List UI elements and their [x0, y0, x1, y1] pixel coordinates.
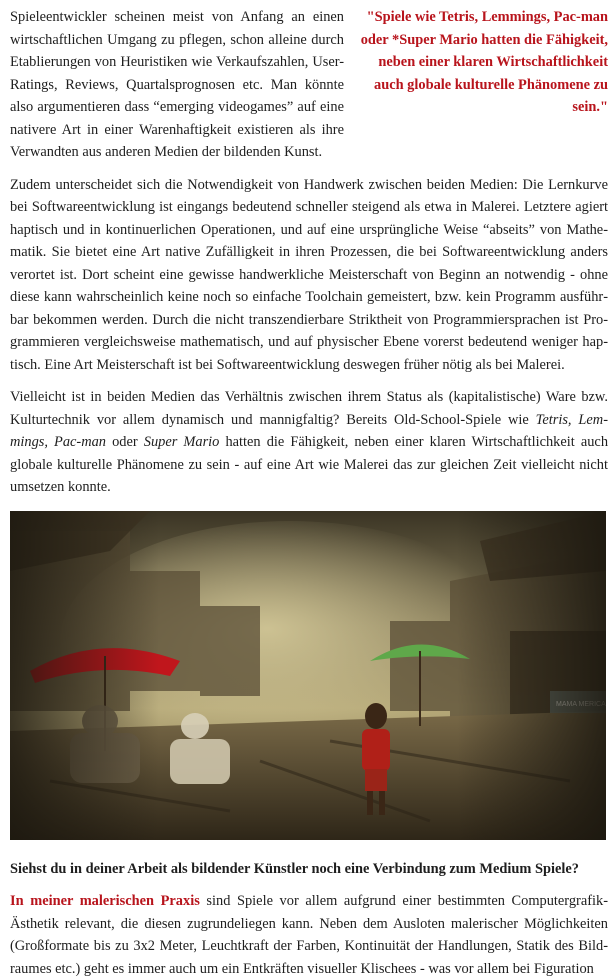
- article-body: [10, 6, 608, 980]
- paragraph-3-text-c: hatten die Fähigkeit, neben einer klaren Wirtschaftlichkeit auch globale kulturelle Phänomene zu sein - auf eine Art wie Malerei das zur gleichen Zeit vielleicht nicht umsetzen konnte.: [10, 434, 609, 495]
- painting-illustration: [10, 511, 606, 840]
- paragraph-3-text-b: oder: [106, 434, 144, 450]
- painting-practice-link[interactable]: In meiner malerischen Praxis: [10, 893, 200, 909]
- painting-image: [10, 511, 606, 840]
- paragraph-3-text-a: Vielleicht ist in beiden Medien das Verhältnis zwischen ihrem Status als (kapitalistische) Ware bzw. Kulturtechnik vor allem dynamisch und mannigfaltig? Bereits Old-School-Spiele wie: [10, 389, 608, 428]
- paragraph-4-text: sind Spiele vor allem aufgrund einer bestimmten Computergrafik-Ästhetik relevant, die diesen zugrundeliegen kann. Neben dem Ausloten malerischer Möglichkeiten (Großformate bis zu 3x2 Meter, Leuchtkraft der Farben, Kontinuität der Handlungen, Statik des Bildraumes etc.) geht es immer auch um ein Entkräften visueller Klischees - was vor allem bei Figuration: [10, 893, 608, 977]
- paragraph-3: [10, 386, 608, 499]
- pull-quote: "Spiele wie Tetris, Lemmings, Pac-man oder *Super Mario hatten die Fähigkeit, neben einer klaren Wirtschaftlichkeit auch globale kulturelle Phänomene zu sein.": [360, 9, 608, 115]
- paragraph-2: Zudem unterscheidet sich die Notwendigkeit von Handwerk zwischen beiden Medien: Die Lernkurve bei Softwareentwicklung ist eingangs bedeutend schneller steigend als etwa in Malerei. Letztere agiert haptisch und in kontinuerlichen Operationen, und auf eine ursprüngliche Weise “abseits” von Mathematik. Sie bietet eine Art native Zufälligkeit in ihren Prozessen, die bei Softwareentwicklung anders verortet ist. Dort scheint eine gewisse handwerkliche Meisterschaft von Beginn an notwendig - ohne diese kann wahrscheinlich keine noch so einfache Toolchain gemeistert, bzw. kein Programm ausführbar bekommen werden. Durch die nicht transzendierbare Striktheit von Programmiersprachen ist Programmieren vergleichsweise mathematisch, und auf physischer Ebene vorerst bedeutend weniger haptisch. Eine Art Meisterschaft ist bei Softwareentwicklung deswegen früher nötig als bei Malerei.: [10, 176, 608, 373]
- interview-question: Siehst du in deiner Arbeit als bildender Künstler noch eine Verbindung zum Medium Spiele?: [10, 860, 579, 877]
- game-titles-italic: Tetris, Lemmings, Pac-man: [10, 411, 608, 450]
- paragraph-4: [10, 890, 608, 980]
- super-mario-italic: Super Mario: [143, 434, 220, 450]
- paragraph-1: Spieleentwickler scheinen meist von Anfang an einen wirtschaftlichen Umgang zu pflegen, schon alleine durch Etablierungen von Heuristiken wie Verkaufszahlen, User-Ratings, Reviews, Quartalsprognosen etc. Man könnte also argumentieren dass “emerging videogames” auf eine nativere Art in einer Warenhaftigkeit existieren als ihre Verwandten aus anderen Medien der bildenden Kunst.: [10, 9, 344, 160]
